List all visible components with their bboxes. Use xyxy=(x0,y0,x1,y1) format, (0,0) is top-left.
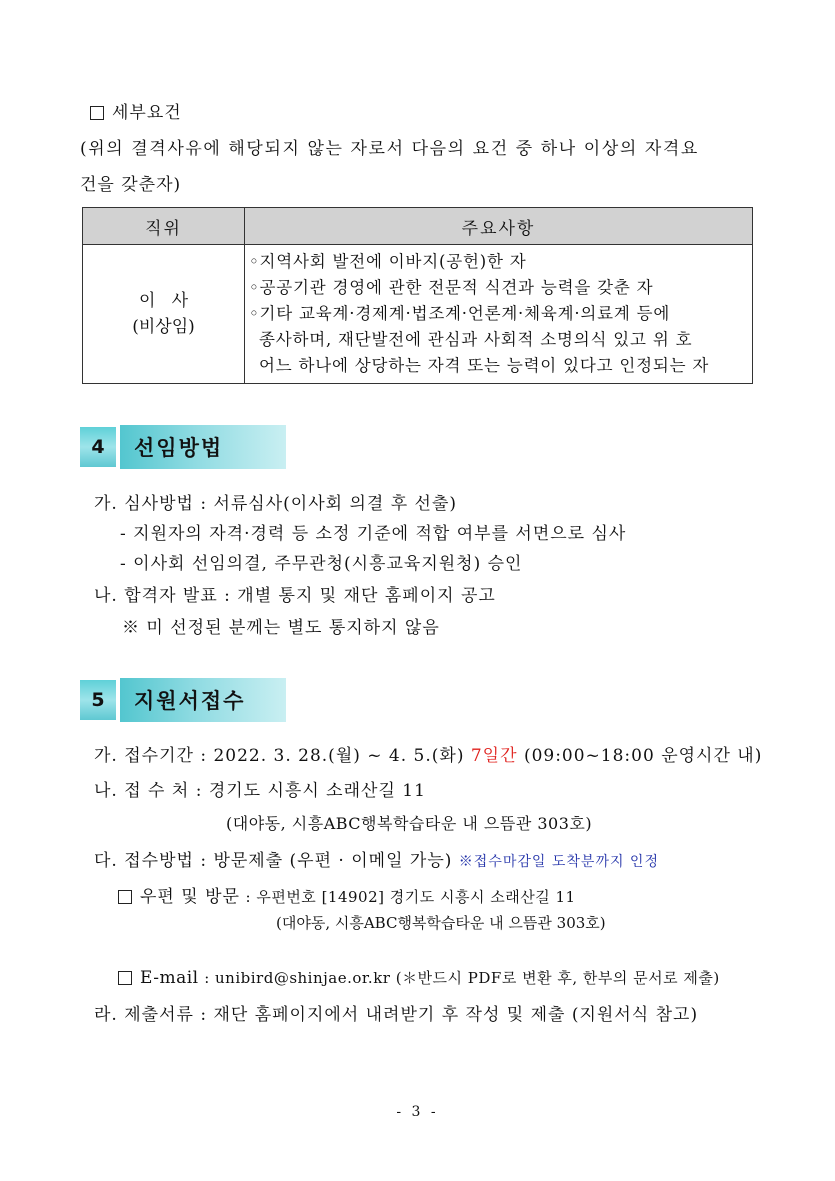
period-text: 가. 접수기간 : 2022. 3. 28.(월) ~ 4. 5.(화) xyxy=(94,746,465,766)
requirement-line: 어느 하나에 상당하는 자격 또는 능력이 있다고 인정되는 자 xyxy=(259,356,710,375)
method-note: ※접수마감일 도착분까지 인정 xyxy=(458,854,659,870)
section-title: 선임방법 xyxy=(120,425,286,469)
method-line xyxy=(94,846,659,871)
requirement-line: 종사하며, 재단발전에 관심과 사회적 소명의식 있고 위 호 xyxy=(259,330,693,349)
section-number: 5 xyxy=(80,680,116,720)
checkbox-icon xyxy=(118,890,132,904)
position-title: 이 사 xyxy=(138,291,189,311)
email-line xyxy=(118,967,720,988)
checkbox-icon xyxy=(90,106,104,120)
section-title: 지원서접수 xyxy=(120,678,286,722)
period-hours: (09:00~18:00 운영시간 내) xyxy=(523,746,763,766)
position-subtitle: (비상임) xyxy=(132,317,195,337)
place-line: 나. 접 수 처 : 경기도 시흥시 소래산길 11 xyxy=(94,781,426,801)
details-title: 세부요건 xyxy=(112,103,182,123)
details-intro-line1: (위의 결격사유에 해당되지 않는 자로서 다음의 요건 중 하나 이상의 자격요 xyxy=(80,139,699,159)
mail-line xyxy=(118,882,576,907)
mail-subline: (대야동, 시흥ABC행복학습타운 내 으뜸관 303호) xyxy=(276,914,606,932)
section-number: 4 xyxy=(80,427,116,467)
documents-line: 라. 제출서류 : 재단 홈페이지에서 내려받기 후 작성 및 제출 (지원서식 참고) xyxy=(94,1005,699,1025)
selection-review-line: 가. 심사방법 : 서류심사(이사회 의결 후 선출) xyxy=(94,494,457,514)
details-intro-line2: 건을 갖춘자) xyxy=(80,175,182,195)
place-subline: (대야동, 시흥ABC행복학습타운 내 으뜸관 303호) xyxy=(226,814,593,833)
announcement-note: ※ 미 선정된 분께는 별도 통지하지 않음 xyxy=(122,618,440,638)
requirements-table xyxy=(82,207,753,384)
announcement-line: 나. 합격자 발표 : 개별 통지 및 재단 홈페이지 공고 xyxy=(94,586,496,606)
requirements-cell xyxy=(245,245,753,384)
email-value: : unibird@shinjae.or.kr (＊반드시 PDF로 변환 후, 한부의 문서로 제출) xyxy=(204,969,720,987)
page-number: - 3 - xyxy=(396,1104,439,1120)
period-line xyxy=(94,741,762,766)
details-heading xyxy=(90,98,182,123)
mail-value: : 우편번호 [14902] 경기도 시흥시 소래산길 11 xyxy=(245,888,576,906)
section-4-heading xyxy=(80,425,290,469)
position-cell xyxy=(83,245,245,384)
email-label: E-mail xyxy=(140,968,199,988)
section-5-heading xyxy=(80,678,290,722)
method-text: 다. 접수방법 : 방문제출 (우편 · 이메일 가능) xyxy=(94,851,453,871)
period-highlight: 7일간 xyxy=(470,746,518,766)
selection-detail-line: - 이사회 선임의결, 주무관청(시흥교육지원청) 승인 xyxy=(120,554,523,574)
selection-detail-line: - 지원자의 자격·경력 등 소정 기준에 적합 여부를 서면으로 심사 xyxy=(120,524,627,544)
mail-label: 우편 및 방문 xyxy=(140,887,240,907)
checkbox-icon xyxy=(118,971,132,985)
requirement-line: ◦기타 교육계·경제계·법조계·언론계·체육계·의료계 등에 xyxy=(249,304,671,323)
requirement-line: ◦공공기관 경영에 관한 전문적 식견과 능력을 갖춘 자 xyxy=(249,278,654,297)
requirement-line: ◦지역사회 발전에 이바지(공헌)한 자 xyxy=(249,252,527,271)
table-header-position: 직위 xyxy=(83,208,245,245)
table-header-requirements: 주요사항 xyxy=(245,208,753,245)
